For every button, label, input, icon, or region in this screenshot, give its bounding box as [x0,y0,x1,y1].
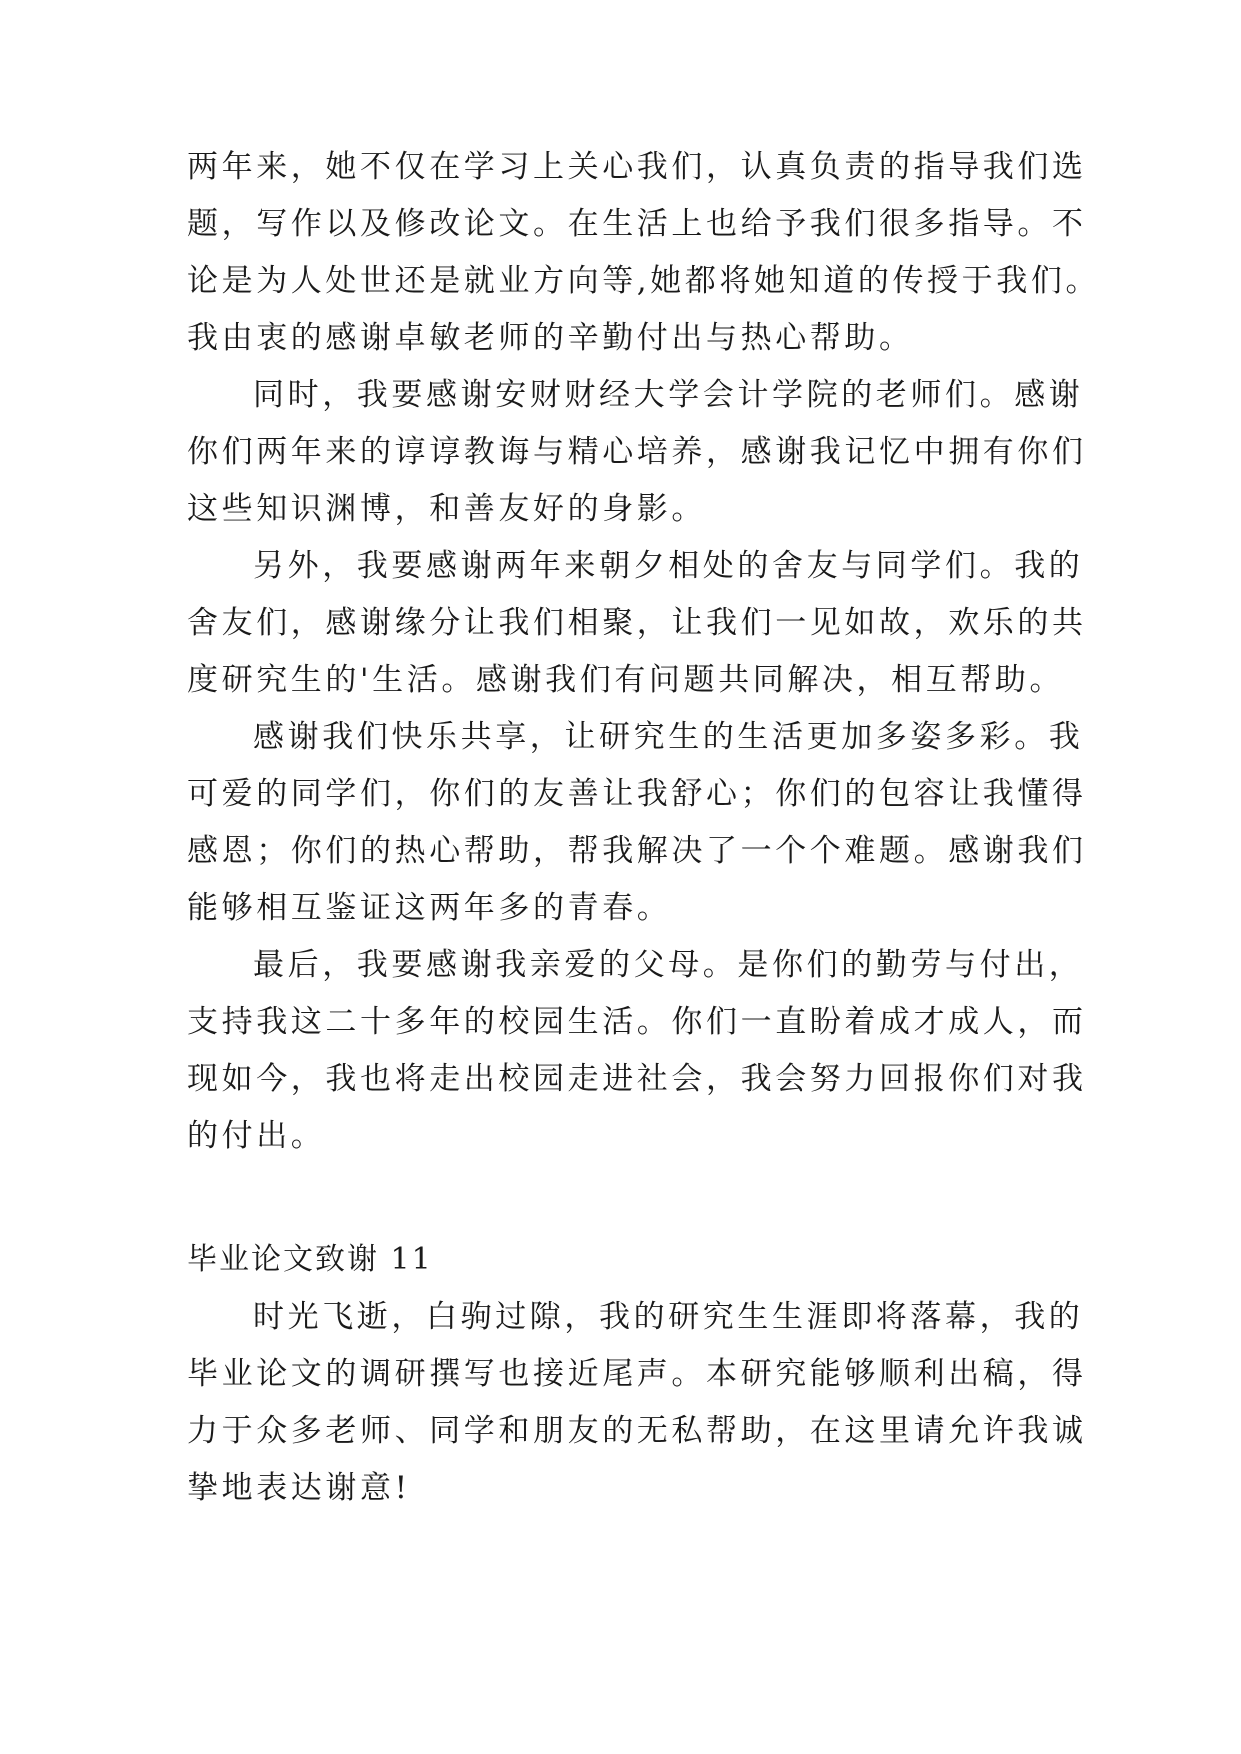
paragraph-first-line: 另外，我要感谢两年来朝夕相处的舍友与同学们。我的 [253,548,1084,584]
text-line: 力于众多老师、同学和朋友的无私帮助，在这里请允许我诚 [187,1413,1087,1449]
text-line: 论是为人处世还是就业方向等,她都将她知道的传授于我们。 [187,263,1101,299]
text-line: 能够相互鉴证这两年多的青春。 [187,890,672,926]
text-line: 你们两年来的谆谆教诲与精心培养，感谢我记忆中拥有你们 [187,434,1087,470]
text-line: 这些知识渊博，和善友好的身影。 [187,491,706,527]
text-line: 题，写作以及修改论文。在生活上也给予我们很多指导。不 [187,206,1087,242]
text-line: 支持我这二十多年的校园生活。你们一直盼着成才成人，而 [187,1004,1087,1040]
text-line: 两年来，她不仅在学习上关心我们，认真负责的指导我们选 [187,149,1087,185]
text-line: 现如今，我也将走出校园走进社会，我会努力回报你们对我 [187,1061,1087,1097]
text-line: 度研究生的'生活。感谢我们有问题共同解决，相互帮助。 [187,662,1065,698]
paragraph-first-line: 时光飞逝，白驹过隙，我的研究生生涯即将落幕，我的 [253,1299,1084,1335]
text-line: 我由衷的感谢卓敏老师的辛勤付出与热心帮助。 [187,320,914,356]
text-line: 舍友们，感谢缘分让我们相聚，让我们一见如故，欢乐的共 [187,605,1087,641]
section-heading: 毕业论文致谢 11 [187,1242,433,1277]
text-line: 可爱的同学们，你们的友善让我舒心；你们的包容让我懂得 [187,776,1087,812]
text-line: 毕业论文的调研撰写也接近尾声。本研究能够顺利出稿，得 [187,1356,1087,1392]
text-line: 感恩；你们的热心帮助，帮我解决了一个个难题。感谢我们 [187,833,1087,869]
paragraph-first-line: 感谢我们快乐共享，让研究生的生活更加多姿多彩。我 [253,719,1084,755]
paragraph-first-line: 最后，我要感谢我亲爱的父母。是你们的勤劳与付出， [253,947,1084,983]
text-line: 挚地表达谢意! [187,1470,411,1506]
text-line: 的付出。 [187,1118,326,1154]
paragraph-first-line: 同时，我要感谢安财财经大学会计学院的老师们。感谢 [253,377,1084,413]
